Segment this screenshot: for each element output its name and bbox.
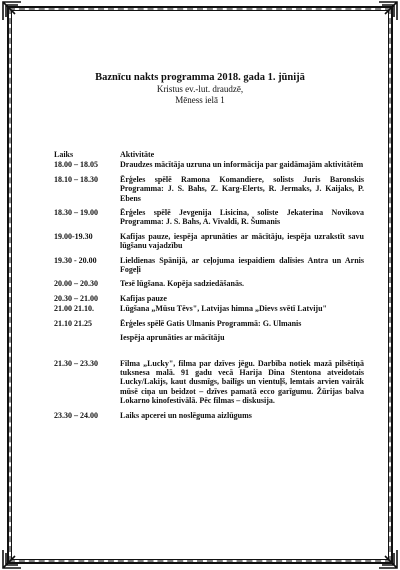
schedule-time [54, 333, 120, 342]
schedule-time: 21.10 21.25 [54, 318, 92, 328]
activity-column-header: Aktivitāte [120, 150, 155, 159]
corner-ornament-icon [1, 0, 23, 22]
schedule-row [54, 208, 364, 227]
schedule-time: 18.30 – 19.00 [54, 208, 98, 218]
schedule-row [54, 232, 364, 251]
corner-ornament-icon [1, 548, 23, 570]
schedule-activity: Lūgšana „Mūsu Tēvs", Latvijas himna „Dievs svētī Latviju" [120, 304, 327, 314]
schedule-time: 20.00 – 20.30 [54, 279, 98, 289]
schedule-activity: Ērģeles spēlē Jevgenija Lisicina, soliste Jekaterina Novikova Programma: J. S. Bahs, A. Vivaldi, R. Šumanis [120, 208, 364, 227]
schedule-row [54, 160, 364, 169]
schedule-header-row [54, 150, 364, 159]
document-subtitle-line-1: Kristus ev.-lut. draudzē, [156, 84, 244, 94]
document-title: Baznīcu nakts programma 2018. gada 1. jūnijā [95, 72, 305, 83]
schedule-activity: Ērģeles spēlē Ramona Komandiere, solists Juris Baronskis Programma: J. S. Bahs, Z. Karg-Elerts, R. Jermaks, J. Kaijaks, P. Ebens [120, 174, 364, 203]
document-header [0, 72, 400, 106]
schedule-row [54, 294, 364, 303]
schedule-row [54, 304, 364, 313]
schedule-time: 18.00 – 18.05 [54, 160, 98, 170]
corner-ornament-icon [377, 548, 399, 570]
schedule-time: 19.00-19.30 [54, 231, 93, 241]
schedule-time: 18.10 – 18.30 [54, 174, 98, 184]
schedule-row [54, 256, 364, 275]
corner-ornament-icon [377, 0, 399, 22]
schedule-time: 20.30 – 21.00 [54, 293, 98, 303]
time-column-header: Laiks [54, 150, 74, 159]
schedule-activity: Filma „Lucky", filma par dzīves jēgu. Darbība notiek mazā pilsētiņā tuksnesa malā. 91 gadu vecā Harija Dina Stentona atveidotais Lucky/Lakijs, kaut dusmīgs, bailīgs un vientuļš, lemtais arvien vairāk mūsē ciņa un beidzot – dzīves pamatā ecco garīgumu. Žūrijas balva Lokarno kinofestivālā. Pēc filmas – diskusija. [120, 358, 364, 406]
schedule-activity: Draudzes mācītāja uzruna un informācija par gaidāmajām aktivitātēm [120, 160, 364, 170]
schedule-row [54, 279, 364, 288]
document-subtitle-line-2: Mēness ielā 1 [175, 95, 225, 105]
schedule-row [54, 175, 364, 203]
schedule-table [54, 150, 364, 425]
schedule-row [54, 333, 364, 342]
schedule-activity: Kafijas pauze [120, 293, 167, 303]
schedule-activity: Kafijas pauze, iespēja aprunāties ar mācītāju, iespēja uzrakstīt savu lūgšanu vajadzību [120, 231, 364, 251]
schedule-row [54, 319, 364, 328]
schedule-row [54, 359, 364, 406]
schedule-activity: Teзē lūgšana. Kopēja sadziedāšanās. [120, 279, 245, 289]
schedule-time: 21.30 – 23.30 [54, 358, 98, 368]
schedule-activity: Lieldienas Spānijā, ar ceļojuma iespaidiem dalīsies Antra un Arnis Fogeļi [120, 255, 364, 275]
schedule-time: 21.00 21.10. [54, 304, 94, 314]
schedule-time: 23.30 – 24.00 [54, 410, 98, 420]
schedule-activity: Laiks apcerei un noslēguma aizlūgums [120, 410, 252, 420]
schedule-activity: Iespēja aprunāties ar mācītāju [120, 333, 225, 343]
schedule-row [54, 411, 364, 420]
schedule-activity: Ērģeles spēlē Gatis Ulmanis Programmā: G. Ulmanis [120, 318, 302, 328]
schedule-time: 19.30 - 20.00 [54, 255, 97, 265]
